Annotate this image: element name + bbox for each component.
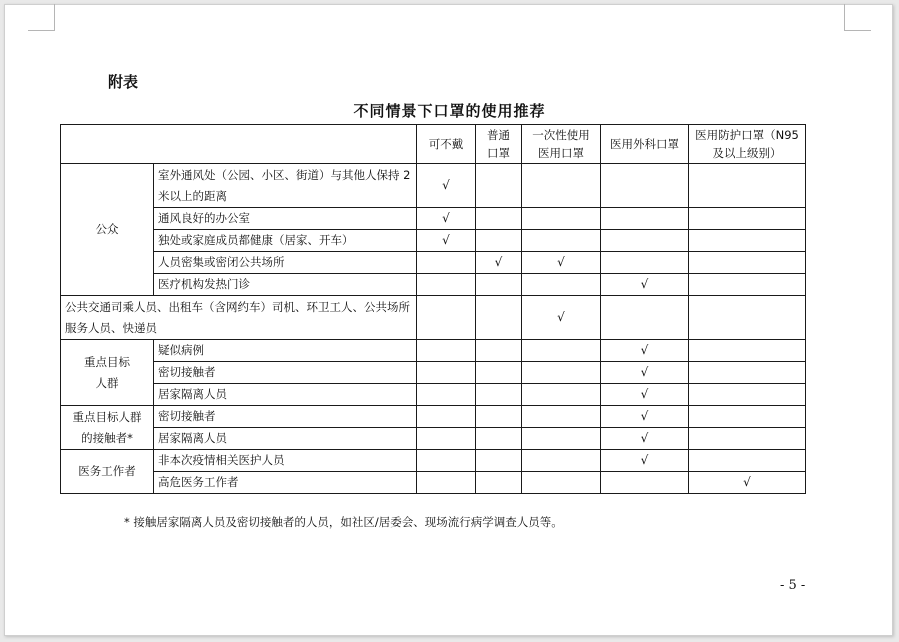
mask-recommendation-table [60, 124, 806, 494]
table-row [61, 274, 806, 296]
table-body [61, 164, 806, 494]
check-cell [522, 384, 601, 406]
situation-cell: 居家隔离人员 [154, 428, 417, 450]
table-row [61, 208, 806, 230]
footnote: * 接触居家隔离人员及密切接触者的人员，如社区/居委会、现场流行病学调查人员等。 [124, 515, 563, 529]
situation-cell: 人员密集或密闭公共场所 [154, 252, 417, 274]
table-row [61, 296, 806, 340]
check-cell [601, 450, 689, 472]
check-cell [689, 274, 806, 296]
situation-cell: 通风良好的办公室 [154, 208, 417, 230]
check-cell [476, 252, 522, 274]
check-cell [689, 472, 806, 494]
check-cell [476, 230, 522, 252]
situation-cell: 密切接触者 [154, 362, 417, 384]
check-cell [689, 384, 806, 406]
check-cell [601, 164, 689, 208]
check-cell [417, 406, 476, 428]
check-cell [601, 252, 689, 274]
check-cell [601, 428, 689, 450]
appendix-heading: 附表 [108, 73, 139, 91]
check-cell [417, 164, 476, 208]
check-mark: √ [442, 211, 450, 225]
check-cell [417, 274, 476, 296]
check-mark: √ [640, 453, 649, 467]
check-cell [522, 340, 601, 362]
check-cell [476, 362, 522, 384]
check-cell [689, 406, 806, 428]
check-mark: √ [640, 431, 649, 445]
check-cell [476, 340, 522, 362]
table-row [61, 406, 806, 428]
check-cell [417, 450, 476, 472]
check-cell [417, 296, 476, 340]
col-header-text: 医用防护口罩（N95 [695, 128, 799, 142]
check-cell [476, 274, 522, 296]
situation-cell: 疑似病例 [154, 340, 417, 362]
check-mark: √ [640, 409, 649, 423]
check-cell [476, 472, 522, 494]
situation-cell: 居家隔离人员 [154, 384, 417, 406]
col-header-text: 医用口罩 [538, 146, 584, 160]
check-cell [417, 340, 476, 362]
table-row [61, 428, 806, 450]
check-cell [417, 362, 476, 384]
group-label-cell [61, 296, 417, 340]
check-mark: √ [640, 365, 649, 379]
situation-cell: 医疗机构发热门诊 [154, 274, 417, 296]
group-label: 重点目标人群 [72, 409, 142, 424]
check-mark: √ [442, 233, 450, 247]
check-cell [689, 208, 806, 230]
table-row [61, 164, 806, 208]
group-label: 人群 [95, 375, 119, 390]
check-cell [417, 472, 476, 494]
table-row [61, 472, 806, 494]
table-header-row [61, 125, 806, 164]
check-cell [689, 296, 806, 340]
check-cell [522, 274, 601, 296]
check-cell [689, 230, 806, 252]
check-mark: √ [640, 343, 649, 357]
check-cell [689, 252, 806, 274]
group-label: 的接触者* [81, 430, 133, 445]
col-header-text: 口罩 [487, 146, 510, 160]
check-cell [689, 164, 806, 208]
table-row [61, 450, 806, 472]
col-header-text: 可不戴 [428, 137, 464, 151]
check-mark: √ [743, 475, 751, 489]
check-cell [522, 472, 601, 494]
col-header-text: 医用外科口罩 [610, 137, 679, 151]
check-cell [601, 362, 689, 384]
check-cell [522, 252, 601, 274]
check-cell [522, 362, 601, 384]
group-label-cell [61, 406, 154, 450]
check-cell [417, 428, 476, 450]
check-cell [601, 208, 689, 230]
check-cell [417, 252, 476, 274]
check-cell [417, 208, 476, 230]
check-mark: √ [640, 387, 649, 401]
check-cell [522, 296, 601, 340]
check-cell [417, 230, 476, 252]
check-cell [522, 406, 601, 428]
group-label: 公众 [95, 222, 119, 236]
situation-cell: 高危医务工作者 [154, 472, 417, 494]
check-cell [601, 230, 689, 252]
col-header-text: 一次性使用 [532, 128, 590, 142]
check-cell [601, 296, 689, 340]
check-cell [522, 208, 601, 230]
table-title: 不同情景下口罩的使用推荐 [353, 102, 546, 120]
table-row [61, 384, 806, 406]
crop-mark-top-left [28, 4, 55, 31]
check-cell [476, 164, 522, 208]
check-mark: √ [442, 178, 450, 192]
check-cell [601, 340, 689, 362]
check-cell [522, 428, 601, 450]
check-cell [417, 384, 476, 406]
group-label-cell [61, 450, 154, 494]
check-cell [522, 230, 601, 252]
situation-cell: 非本次疫情相关医护人员 [154, 450, 417, 472]
check-cell [522, 450, 601, 472]
check-mark: √ [494, 255, 503, 269]
group-label: 公共交通司乘人员、出租车（含网约车）司机、环卫工人、公共场所服务人员、快递员 [65, 299, 410, 335]
check-cell [476, 296, 522, 340]
page-number: - 5 - [780, 578, 806, 593]
check-cell [601, 274, 689, 296]
check-cell [689, 340, 806, 362]
check-cell [476, 450, 522, 472]
situation-cell: 独处或家庭成员都健康（居家、开车） [154, 230, 417, 252]
check-cell [689, 362, 806, 384]
check-cell [689, 450, 806, 472]
col-header [417, 125, 476, 164]
table-row [61, 252, 806, 274]
table-row [61, 362, 806, 384]
group-label-cell [61, 340, 154, 406]
group-label: 重点目标 [84, 354, 130, 369]
table-row [61, 230, 806, 252]
table-row [61, 340, 806, 362]
check-cell [476, 384, 522, 406]
crop-mark-top-right [844, 4, 871, 31]
check-mark: √ [557, 255, 565, 269]
check-cell [689, 428, 806, 450]
check-cell [601, 472, 689, 494]
col-header-text: 及以上级别） [712, 146, 782, 160]
check-cell [522, 164, 601, 208]
col-header-text: 普通 [487, 128, 510, 142]
col-header [522, 125, 601, 164]
check-mark: √ [557, 310, 565, 324]
situation-cell: 密切接触者 [154, 406, 417, 428]
col-header [476, 125, 522, 164]
check-cell [476, 406, 522, 428]
check-cell [601, 406, 689, 428]
col-header [689, 125, 806, 164]
check-cell [601, 384, 689, 406]
check-mark: √ [640, 277, 649, 291]
group-label: 医务工作者 [78, 464, 136, 478]
col-header [601, 125, 689, 164]
check-cell [476, 428, 522, 450]
situation-cell: 室外通风处（公园、小区、街道）与其他人保持 2 米以上的距离 [154, 164, 417, 208]
group-label-cell [61, 164, 154, 296]
header-blank-cell [61, 125, 417, 164]
check-cell [476, 208, 522, 230]
